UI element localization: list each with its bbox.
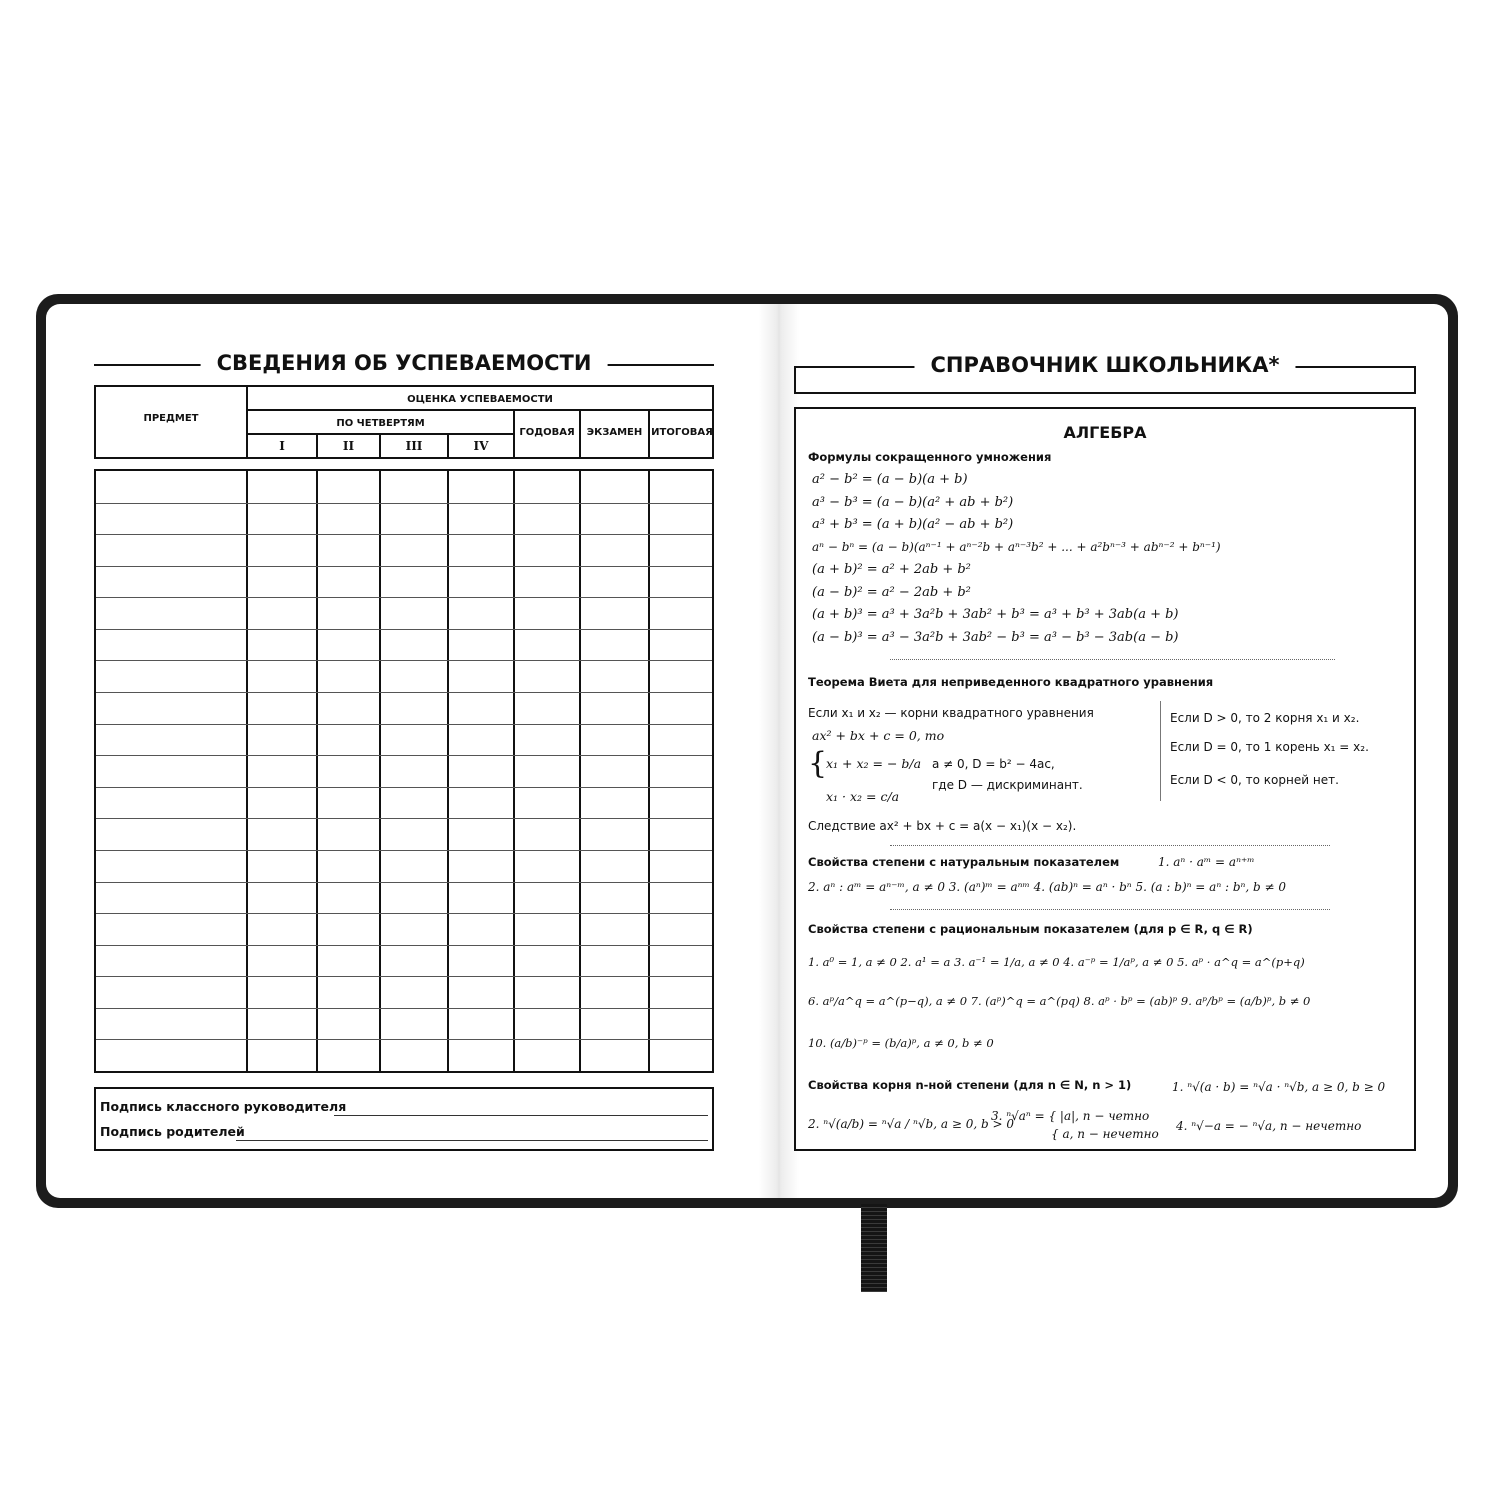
grade-row-divider: [96, 566, 712, 567]
grade-row-divider: [96, 503, 712, 504]
root-rule-1: 1. ⁿ√(a · b) = ⁿ√a · ⁿ√b, a ≥ 0, b ≥ 0: [1172, 1080, 1386, 1094]
vieta-corollary: Следствие ax² + bx + c = a(x − x₁)(x − x₂).: [808, 819, 1077, 833]
right-page-title: СПРАВОЧНИК ШКОЛЬНИКА*: [914, 353, 1295, 377]
bookmark-ribbon[interactable]: [861, 1204, 887, 1292]
final-header: ИТОГОВАЯ: [651, 427, 713, 438]
grade-row-divider: [96, 976, 712, 977]
system-brace: {: [808, 746, 828, 781]
algebra-heading: АЛГЕБРА: [1063, 423, 1147, 442]
formula-line: aⁿ − bⁿ = (a − b)(aⁿ⁻¹ + aⁿ⁻²b + aⁿ⁻³b² + ... + a²bⁿ⁻³ + abⁿ⁻² + bⁿ⁻¹): [812, 540, 1221, 554]
natural-power-title: Свойства степени с натуральным показателем: [808, 855, 1120, 869]
grade-row-divider: [96, 660, 712, 661]
vieta-text: Если x₁ и x₂ — корни квадратного уравнения: [808, 706, 1094, 720]
grade-row-divider: [96, 1039, 712, 1040]
vieta-separator: [1160, 701, 1161, 801]
root-rule-2: 2. ⁿ√(a/b) = ⁿ√a / ⁿ√b, a ≥ 0, b > 0: [808, 1117, 1014, 1131]
rational-power-title: Свойства степени с рациональным показателем (для p ∈ R, q ∈ R): [808, 922, 1253, 936]
quarter-3-header: III: [405, 439, 423, 453]
grade-row-divider: [96, 945, 712, 946]
root-rule-3-odd: { a, n − нечетно: [1051, 1127, 1159, 1141]
vieta-discriminant-note: где D — дискриминант.: [932, 778, 1083, 792]
assessment-header: ОЦЕНКА УСПЕВАЕМОСТИ: [407, 394, 553, 405]
formula-line: (a − b)³ = a³ − 3a²b + 3ab² − b³ = a³ − b³ − 3ab(a − b): [812, 630, 1179, 645]
grades-header-table: [94, 385, 714, 459]
root-rule-4: 4. ⁿ√−a = − ⁿ√a, n − нечетно: [1176, 1119, 1362, 1133]
quarters-header: ПО ЧЕТВЕРТЯМ: [336, 418, 425, 429]
grade-row-divider: [96, 597, 712, 598]
formula-line: a² − b² = (a − b)(a + b): [812, 472, 968, 487]
root-properties-title: Свойства корня n-ной степени (для n ∈ N, n > 1): [808, 1078, 1132, 1092]
section-divider: [890, 659, 1335, 660]
exam-header: ЭКЗАМЕН: [586, 427, 643, 438]
right-title-row: [794, 353, 1416, 392]
grade-row-divider: [96, 724, 712, 725]
grade-row-divider: [96, 882, 712, 883]
formula-line: a³ − b³ = (a − b)(a² + ab + b²): [812, 495, 1014, 510]
grade-row-divider: [96, 629, 712, 630]
natural-power-rules: 2. aⁿ : aᵐ = aⁿ⁻ᵐ, a ≠ 0 3. (aⁿ)ᵐ = aⁿᵐ 4. (ab)ⁿ = aⁿ · bⁿ 5. (a : b)ⁿ = aⁿ : bⁿ, b ≠ 0: [808, 880, 1287, 894]
quarter-2-header: II: [342, 439, 355, 453]
grade-row-divider: [96, 787, 712, 788]
vieta-equation: ax² + bx + c = 0, то: [812, 728, 945, 743]
vieta-sum: x₁ + x₂ = − b/a: [826, 756, 922, 771]
formula-line: a³ + b³ = (a + b)(a² − ab + b²): [812, 517, 1014, 532]
rational-power-rules-3: 10. (a/b)⁻ᵖ = (b/a)ᵖ, a ≠ 0, b ≠ 0: [808, 1036, 994, 1050]
rational-power-rules-1: 1. a⁰ = 1, a ≠ 0 2. a¹ = a 3. a⁻¹ = 1/a, a ≠ 0 4. a⁻ᵖ = 1/aᵖ, a ≠ 0 5. aᵖ · a^q = a^(p+q): [808, 955, 1305, 969]
section-divider: [890, 909, 1330, 910]
parents-signature-field[interactable]: [236, 1140, 708, 1141]
vieta-title: Теорема Виета для неприведенного квадратного уравнения: [808, 675, 1214, 689]
left-page-title: СВЕДЕНИЯ ОБ УСПЕВАЕМОСТИ: [201, 351, 608, 375]
subject-header: ПРЕДМЕТ: [143, 413, 199, 424]
grade-row-divider: [96, 818, 712, 819]
reference-box: [794, 407, 1416, 1151]
grades-grid[interactable]: [94, 469, 714, 1073]
page-spine: [759, 304, 799, 1198]
vieta-case-negative: Если D < 0, то корней нет.: [1170, 773, 1339, 787]
quarter-1-header: I: [279, 439, 285, 453]
vieta-case-positive: Если D > 0, то 2 корня x₁ и x₂.: [1170, 711, 1360, 725]
formula-line: (a + b)³ = a³ + 3a²b + 3ab² + b³ = a³ + b³ + 3ab(a + b): [812, 607, 1179, 622]
grade-row-divider: [96, 850, 712, 851]
grade-row-divider: [96, 755, 712, 756]
quarter-4-header: IV: [473, 439, 489, 453]
vieta-product: x₁ · x₂ = c/a: [826, 789, 900, 804]
grade-row-divider: [96, 534, 712, 535]
grade-row-divider: [96, 913, 712, 914]
mult-formulas-title: Формулы сокращенного умножения: [808, 450, 1052, 464]
grade-row-divider: [96, 692, 712, 693]
natural-power-rule-1: 1. aⁿ · aᵐ = aⁿ⁺ᵐ: [1158, 855, 1255, 869]
formula-line: (a + b)² = a² + 2ab + b²: [812, 562, 971, 577]
root-rule-3: 3. ⁿ√aⁿ = { |a|, n − четно: [991, 1109, 1150, 1123]
section-divider: [890, 845, 1330, 846]
teacher-signature-label: Подпись классного руководителя: [100, 1099, 347, 1114]
signature-box: [94, 1087, 714, 1151]
grade-row-divider: [96, 1008, 712, 1009]
rational-power-rules-2: 6. aᵖ/a^q = a^(p−q), a ≠ 0 7. (aᵖ)^q = a^(pq) 8. aᵖ · bᵖ = (ab)ᵖ 9. aᵖ/bᵖ = (a/b)ᵖ, b ≠ 0: [808, 994, 1311, 1008]
teacher-signature-field[interactable]: [334, 1115, 708, 1116]
parents-signature-label: Подпись родителей: [100, 1124, 245, 1139]
formula-line: (a − b)² = a² − 2ab + b²: [812, 585, 971, 600]
vieta-case-zero: Если D = 0, то 1 корень x₁ = x₂.: [1170, 740, 1369, 754]
annual-header: ГОДОВАЯ: [519, 427, 575, 438]
vieta-condition: a ≠ 0, D = b² − 4ac,: [932, 757, 1055, 771]
